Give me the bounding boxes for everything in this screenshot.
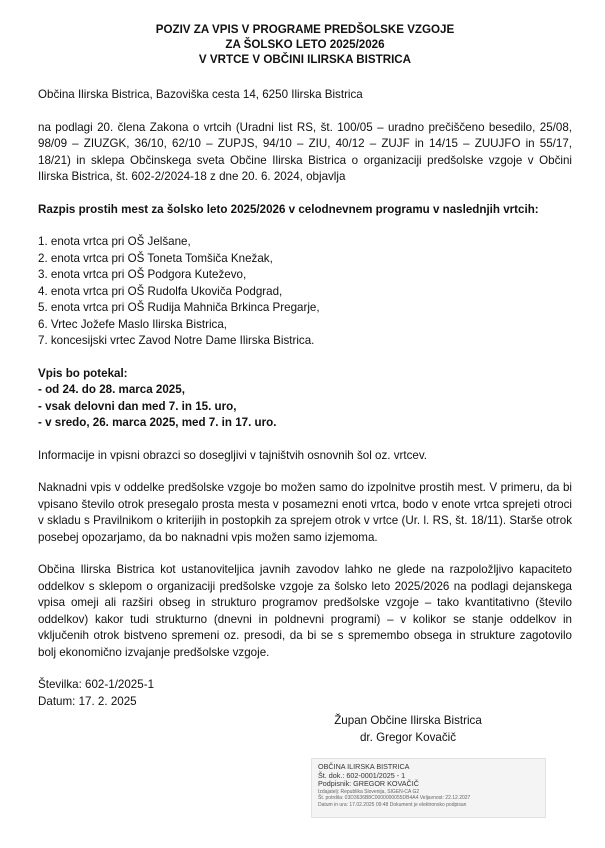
document-title xyxy=(38,22,572,67)
enrollment-heading: Vpis bo potekal: xyxy=(38,366,128,380)
signatory-role: Župan Občine Ilirska Bistrica xyxy=(334,714,482,727)
legal-basis-paragraph: na podlagi 20. člena Zakona o vrtcih (Uradni list RS, št. 100/05 – uradno prečiščeno besedilo, 25/08, 98/09 – ZIUZGK, 36/10, 62/10 – ZUPJS, 94/10 – ZIU, 40/12 – ZUJF in 14/15 – ZUUJFO in 55/17, 18/21) in sklepa Občinskega sveta Občine Ilirska Bistrica o organizaciji predšolske vzgoje v Občini Ilirska Bistrica, št. 602-2/2024-18 z dne 20. 6. 2024, objavlja xyxy=(38,120,572,183)
address: Občina Ilirska Bistrica, Bazoviška cesta 14, 6250 Ilirska Bistrica xyxy=(38,88,363,101)
stamp-doc-number: Št. dok.: 602-0001/2025 - 1 xyxy=(318,770,406,780)
stamp-issuer: Izdajatelj: Republika Slovenija, SIGEN-CA G2 xyxy=(318,788,420,795)
electronic-signature-stamp xyxy=(311,758,546,818)
signature-block xyxy=(328,712,488,746)
list-item: 2. enota vrtca pri OŠ Toneta Tomšiča Knežak, xyxy=(38,251,273,265)
late-enrollment-paragraph: Naknadni vpis v oddelke predšolske vzgoje bo možen samo do izpolnitve prostih mest. V primeru, da bi vpisano število otrok presegalo prosta mesta v posamezni enoti vrtca, bodo v enote vrtca sprejeti otroci v skladu s Pravilnikom o kriterijih in postopkih za sprejem otrok v vrtce (Ur. l. RS, št. 18/11). Starše otrok posebej opozarjamo, da bo naknadni vpis možen samo izjemoma. xyxy=(38,481,572,544)
title-line-2: ZA ŠOLSKO LETO 2025/2026 xyxy=(225,38,385,51)
info-paragraph: Informacije in vpisni obrazci so dosegljivi v tajništvih osnovnih šol oz. vrtcev. xyxy=(38,448,427,462)
list-item: 4. enota vrtca pri OŠ Rudolfa Ukoviča Podgrad, xyxy=(38,284,283,298)
list-item: 3. enota vrtca pri OŠ Podgora Kuteževo, xyxy=(38,268,247,281)
list-item: 5. enota vrtca pri OŠ Rudija Mahniča Brkinca Pregarje, xyxy=(38,301,320,314)
stamp-certificate: Št. potrdila: 03D3636B8C0000000055DB4A4 Veljavnost: 22.12.2027 xyxy=(318,795,471,801)
list-item: 7. koncesijski vrtec Zavod Notre Dame Ilirska Bistrica. xyxy=(38,334,315,347)
enrollment-schedule xyxy=(38,366,572,432)
reference-date: Datum: 17. 2. 2025 xyxy=(38,694,137,708)
municipality-paragraph: Občina Ilirska Bistrica kot ustanoviteljica javnih zavodov lahko ne glede na razpoložljivo kapaciteto oddelkov s sklepom o organizaciji predšolske vzgoje za šolsko leto 2025/2026 na podlagi dejanskega vpisa omeji ali razširi obseg in strukturo programov predšolske vzgoje – tako kvantitativno (število oddelkov) kakor tudi strukturno (dnevni in poldnevni programi) – v kolikor se stanje oddelkov in vključenih otrok bistveno spremeni oz. presodi, da bi se s spremembo obsega in strukture zagotovilo bolj ekonomično izvajanje predšolske vzgoje. xyxy=(38,563,572,659)
reference-number: Številka: 602-1/2025-1 xyxy=(38,678,155,691)
stamp-org: OBČINA ILIRSKA BISTRICA xyxy=(318,762,410,771)
stamp-datetime: Datum in ura: 17.02.2025 09:48 Dokument je elektronsko podpisan xyxy=(318,801,467,808)
document xyxy=(38,22,572,744)
enrollment-line: - od 24. do 28. marca 2025, xyxy=(38,383,185,396)
signatory-name: dr. Gregor Kovačič xyxy=(359,731,456,744)
title-line-3: V VRTCE V OBČINI ILIRSKA BISTRICA xyxy=(198,53,412,66)
stamp-signer: Podpisnik: GREGOR KOVAČIČ xyxy=(318,779,419,788)
tender-heading: Razpis prostih mest za šolsko leto 2025/2026 v celodnevnem programu v naslednjih vrtcih: xyxy=(38,202,539,216)
enrollment-line: - v sredo, 26. marca 2025, med 7. in 17. uro. xyxy=(38,416,277,429)
list-item: 6. Vrtec Jožefe Maslo Ilirska Bistrica, xyxy=(38,317,227,331)
list-item: 1. enota vrtca pri OŠ Jelšane, xyxy=(38,235,191,248)
title-line-1: POZIV ZA VPIS V PROGRAME PREDŠOLSKE VZGOJE xyxy=(155,23,455,36)
enrollment-line: - vsak delovni dan med 7. in 15. uro, xyxy=(38,399,237,413)
kindergarten-list xyxy=(38,234,572,350)
